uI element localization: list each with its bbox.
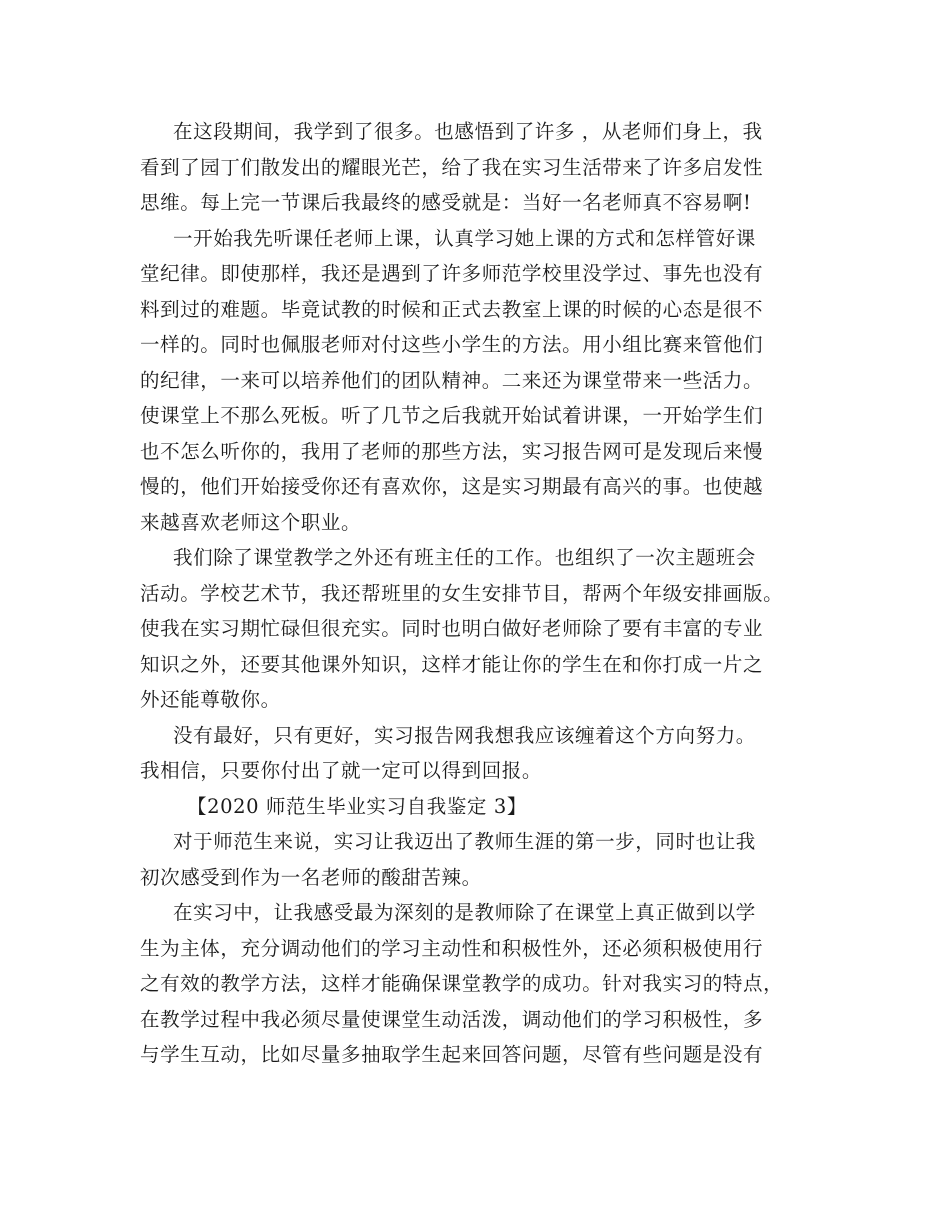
document-body bbox=[140, 114, 820, 1073]
paragraph bbox=[140, 895, 820, 1073]
text-line: 料到过的难题。毕竟试教的时候和正式去教室上课的时候的心态是很不 bbox=[140, 297, 764, 321]
text-line: 使课堂上不那么死板。听了几节之后我就开始试着讲课，一开始学生们 bbox=[140, 404, 764, 427]
text-line: 在实习中，让我感受最为深刻的是教师除了在课堂上真正做到以学 bbox=[173, 901, 756, 924]
paragraph bbox=[140, 824, 820, 895]
paragraph bbox=[140, 540, 820, 718]
text-line: 没有最好，只有更好，实习报告网我想我应该缠着这个方向努力。 bbox=[173, 723, 756, 747]
text-line: 我相信，只要你付出了就一定可以得到回报。 bbox=[140, 759, 543, 782]
text-line: 使我在实习期忙碌但很充实。同时也明白做好老师除了要有丰富的专业 bbox=[140, 617, 764, 640]
text-line: 也不怎么听你的，我用了老师的那些方法，实习报告网可是发现后来慢 bbox=[140, 439, 764, 463]
text-line: 一样的。同时也佩服老师对付这些小学生的方法。用小组比赛来管他们 bbox=[140, 333, 764, 356]
paragraph bbox=[140, 221, 820, 541]
text-line: 我们除了课堂教学之外还有班主任的工作。也组织了一次主题班会 bbox=[173, 546, 756, 569]
text-line: 活动。学校艺术节，我还帮班里的女生安排节目，帮两个年级安排画版。 bbox=[140, 581, 784, 605]
text-line: 初次感受到作为一名老师的酸甜苦辣。 bbox=[140, 865, 482, 889]
text-line: 对于师范生来说，实习让我迈出了教师生涯的第一步，同时也让我 bbox=[173, 830, 756, 853]
text-line: 看到了园丁们散发出的耀眼光芒，给了我在实习生活带来了许多启发性 bbox=[140, 155, 764, 179]
text-line: 生为主体，充分调动他们的学习主动性和积极性外，还必须积极使用行 bbox=[140, 936, 764, 960]
text-line: 在这段期间，我学到了很多。也感悟到了许多 ，从老师们身上，我 bbox=[173, 120, 763, 143]
text-line: 堂纪律。即使那样，我还是遇到了许多师范学校里没学过、事先也没有 bbox=[140, 262, 764, 285]
text-line: 来越喜欢老师这个职业。 bbox=[140, 510, 362, 534]
text-line: 的纪律，一来可以培养他们的团队精神。二来还为课堂带来一些活力。 bbox=[140, 368, 764, 392]
paragraph bbox=[140, 114, 820, 221]
text-line: 外还能尊敬你。 bbox=[140, 688, 281, 711]
text-line: 在教学过程中我必须尽量使课堂生动活泼，调动他们的学习积极性，多 bbox=[140, 1007, 764, 1031]
paragraph bbox=[140, 718, 820, 789]
text-line: 一开始我先听课任老师上课，认真学习她上课的方式和怎样管好课 bbox=[173, 226, 756, 250]
text-line: 思维。每上完一节课后我最终的感受就是：当好一名老师真不容易啊! bbox=[140, 191, 752, 214]
text-line: 与学生互动，比如尽量多抽取学生起来回答问题，尽管有些问题是没有 bbox=[140, 1043, 764, 1066]
text-line: 慢的，他们开始接受你还有喜欢你，这是实习期最有高兴的事。也使越 bbox=[140, 475, 764, 498]
text-line: 知识之外，还要其他课外知识，这样才能让你的学生在和你打成一片之 bbox=[140, 652, 764, 676]
text-line: 之有效的教学方法，这样才能确保课堂教学的成功。针对我实习的特点， bbox=[140, 972, 784, 995]
section-heading: 【2020 师范生毕业实习自我鉴定 3】 bbox=[187, 794, 527, 818]
